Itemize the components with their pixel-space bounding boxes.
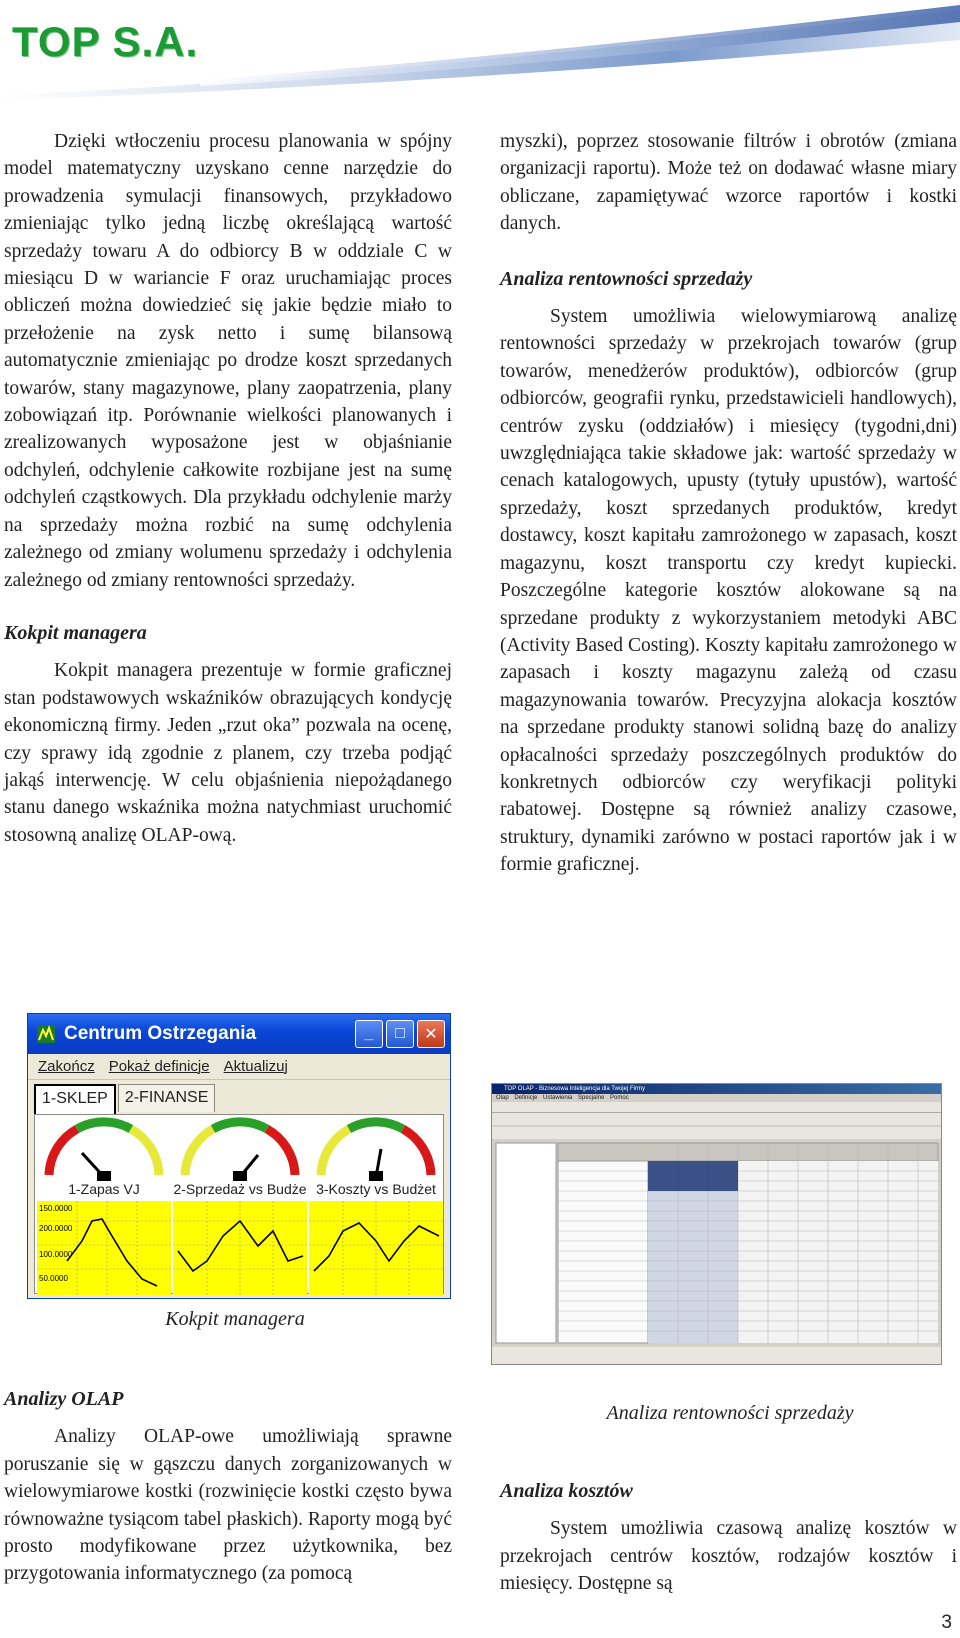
paragraph-rentownosc: System umożliwia wielowymiarową analizę rentowności sprzedaży w przekrojach towarów (grup towarów, menedżerów produktów), odbiorców (grup odbiorców, geografii rynku, przedstawicieli handlowych), centrów zysku (oddziałów) i miesięcy (tygodni,dni) uwzględniająca takie składowe jak: wartość sprzedaży w cenach katalogowych, upusty (tytuły upustów), wartość sprzedaży, koszt sprzedanych produktów, kredyt dostawcy, koszt kapitału zamrożonego w zapasach, koszt magazynu, koszt transportu czy kredyt kupiecki. Poszczególne kategorie kosztów alokowane są na sprzedane produkty z wykorzystaniem metodyki ABC (Activity Based Costing). Koszty kapitału zamrożonego w zapasach i koszty magazynu zależą od czasu magazynowania towarów. Precyzyjna alokacja kosztów na sprzedane produkty stanowi solidną bazę do analizy opłacalności sprzedaży poszczególnych produktów do konkretnych odbiorców czy weryfikacji polityki rabatowej. Dostępne są również analizy czasowe, struktury, dynamiki zarówno w postaci raportów jak i w formie graficznej. <box>500 306 957 876</box>
gauge-trend-plot <box>37 1201 171 1295</box>
gauge-trend-plot <box>173 1201 307 1295</box>
olap-grid <box>492 1113 942 1365</box>
gauge-label: 1-Zapas VJ <box>68 1181 140 1197</box>
right-column <box>500 128 957 879</box>
company-logo: TOP S.A. <box>12 18 199 65</box>
gauge-label: 3-Koszty vs Budżet <box>316 1181 436 1197</box>
olap-title-bar: TOP OLAP - Biznesowa Inteligencja dla Twojej Firmy <box>492 1084 941 1094</box>
y-tick: 100.0000 <box>39 1250 73 1259</box>
gauge-dial-icon <box>37 1115 171 1185</box>
heading-olap: Analizy OLAP <box>4 1388 124 1410</box>
left-column-bottom <box>4 1386 452 1588</box>
page-header <box>0 0 960 100</box>
window-title: Centrum Ostrzegania <box>64 1023 257 1044</box>
menu-item-zakoncz[interactable]: Zakończ <box>38 1058 95 1075</box>
gauges-panel <box>34 1114 444 1294</box>
close-icon: ✕ <box>424 1026 438 1043</box>
gauge-label: 2-Sprzedaż vs Budże <box>173 1181 307 1197</box>
olap-toolbar <box>492 1102 941 1113</box>
gauge-koszty[interactable] <box>309 1115 443 1299</box>
y-tick: 150.0000 <box>39 1204 73 1213</box>
app-icon <box>36 1024 56 1044</box>
alert-center-window <box>27 1013 451 1299</box>
left-column <box>4 128 452 849</box>
minimize-icon: _ <box>364 1025 374 1042</box>
paragraph-koszty: System umożliwia czasową analizę kosztów w przekrojach centrów kosztów, rodzajów kosztów i miesięcy. Dostępne są <box>500 1518 957 1595</box>
menu-item-aktualizuj[interactable]: Aktualizuj <box>223 1058 288 1075</box>
paragraph-simulation: Dzięki wtłoczeniu procesu planowania w spójny model matematyczny uzyskano cenne narzędzie do prowadzenia symulacji finansowych, przykładowo zmieniając tylko jedną liczbę określającą wartość sprzedaży towaru A do odbiorcy B w oddziale C w miesiącu D w wariancie F oraz uruchamiając proces obliczeń można dowiedzieć się jakie będzie miało to przełożenie na zysk netto i sumę bilansową automatycznie zmieniając po drodze koszt sprzedanych towarów, stany magazynowe, plany zaopatrzenia, plany zobowiązań itp. Porównanie wielkości planowanych i zrealizowanych wyposażone jest w objaśnianie odchyleń, odchylenie całkowite rozbijane jest na sumę odchyleń cząstkowych. Dla przykładu odchylenie marży na sprzedaży można rozbić na sumę odchylenia zależnego od zmiany wolumenu sprzedaży i odchylenia zależnego od zmiany rentowności sprzedaży. <box>4 131 452 591</box>
olap-menu-bar: Olap Definicje Ustawienia Specjalne Pomoc <box>496 1095 629 1101</box>
window-tabs <box>28 1080 450 1112</box>
gauge-dial-icon <box>309 1115 443 1185</box>
window-menu-bar <box>28 1054 450 1080</box>
tab-sklep[interactable]: 1-SKLEP <box>34 1084 116 1114</box>
maximize-button[interactable] <box>386 1020 414 1048</box>
olap-screenshot <box>491 1083 942 1365</box>
maximize-icon: □ <box>395 1025 405 1042</box>
y-tick: 50.0000 <box>39 1274 68 1283</box>
gauge-sprzedaz[interactable] <box>173 1115 307 1299</box>
caption-rentownosc: Analiza rentowności sprzedaży <box>606 1402 854 1424</box>
heading-kokpit: Kokpit managera <box>4 621 147 644</box>
paragraph-kokpit: Kokpit managera prezentuje w formie graficznej stan podstawowych wskaźników obrazujących kondycję ekonomiczną firmy. Jeden „rzut oka” pozwala na ocenę, czy sprawy idą zgodnie z planem, czy trzeba podjąć jakąś interwencję. W celu objaśnienia niepożądanego stanu danego wskaźnika można natychmiast uruchomić stosowną analizę OLAP-ową. <box>4 660 452 846</box>
gauge-zapas[interactable] <box>37 1115 171 1299</box>
gauge-dial-icon <box>173 1115 307 1185</box>
tab-finanse[interactable]: 2-FINANSE <box>118 1084 216 1112</box>
paragraph-olap: Analizy OLAP-owe umożliwiają sprawne poruszanie się w gąszczu danych zorganizowanych w wielowymiarowe kostki (rozwinięcie kostki często bywa równoważne tysiącom tabel płaskich). Raporty mogą być prosto modyfikowane przez użytkownika, bez przygotowania informatycznego (za pomocą <box>4 1426 452 1585</box>
gauge-trend-plot <box>309 1201 443 1295</box>
window-title-bar[interactable] <box>28 1014 450 1054</box>
close-button[interactable] <box>417 1020 445 1048</box>
right-column-bottom <box>500 1478 957 1598</box>
heading-rentownosc: Analiza rentowności sprzedaży <box>500 267 753 290</box>
paragraph-olap-continued: myszki), poprzez stosowanie filtrów i obrotów (zmiana organizacji raportu). Może też on dodawać własne miary obliczane, zapamiętywać wzorce raportów i kostki danych. <box>500 131 957 235</box>
menu-item-pokaz-definicje[interactable]: Pokaż definicje <box>108 1058 210 1075</box>
caption-kokpit: Kokpit managera <box>165 1308 305 1330</box>
heading-koszty: Analiza kosztów <box>500 1480 633 1502</box>
page-number: 3 <box>941 1612 952 1633</box>
minimize-button[interactable] <box>355 1020 383 1048</box>
y-tick: 200.0000 <box>39 1224 73 1233</box>
